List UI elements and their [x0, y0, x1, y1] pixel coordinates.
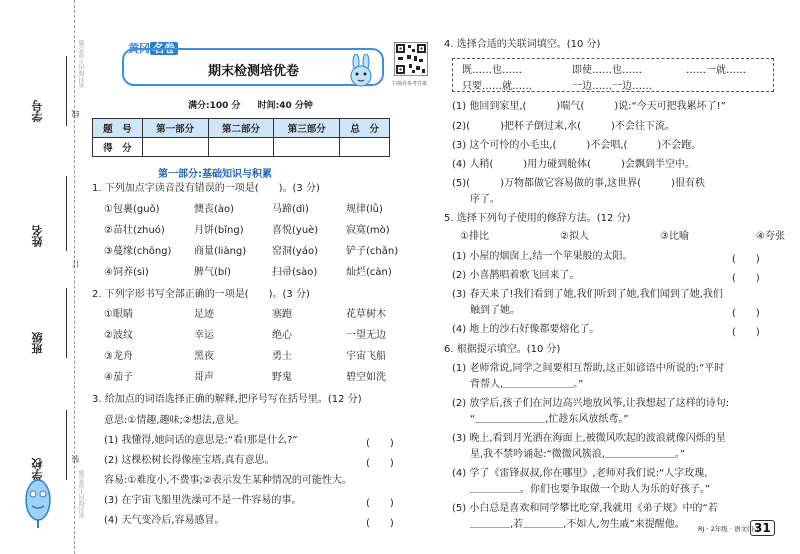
- q3-item: (3) 在宇宙飞船里洗澡可不是一件容易的事。: [104, 495, 302, 506]
- q3-item: (4) 天气变冷后,容易感冒。: [104, 515, 225, 526]
- q5-item: (4) 地上的沙石好像都要熔化了。: [452, 324, 600, 335]
- q1-opt: 灿烂(càn): [346, 267, 392, 278]
- q2-opt: ②波纹: [104, 330, 133, 341]
- answer-paren[interactable]: ( ): [366, 518, 394, 529]
- student-no-field[interactable]: [66, 56, 67, 126]
- section-title: 第一部分:基础知识与积累: [158, 169, 272, 180]
- q6-item[interactable]: “＿＿＿＿＿＿＿,忙趁东风放纸鸢。”: [470, 414, 629, 425]
- conj-option: 即使……也……: [572, 65, 642, 76]
- score-cell[interactable]: [142, 138, 208, 157]
- answer-paren[interactable]: ( ): [366, 498, 394, 509]
- q2-opt: 野鬼: [272, 372, 292, 383]
- rhetoric-option: ③比喻: [660, 231, 689, 242]
- q5-item: (3) 春天来了!我们看到了她,我们听到了她,我们闻到了她,我们: [452, 289, 723, 300]
- answer-paren[interactable]: ( ): [732, 254, 760, 265]
- conj-option: ……一就……: [686, 65, 746, 76]
- q1-opt: 扫帚(sào): [272, 267, 318, 278]
- binding-mark-line: 线: [71, 110, 80, 118]
- score-cell[interactable]: [208, 138, 274, 157]
- answer-paren[interactable]: ( ): [366, 458, 394, 469]
- q1-opt: 商量(liàng): [194, 246, 247, 257]
- conj-option: 只要……就……: [462, 81, 532, 92]
- binding-mark-ding: 订: [71, 260, 80, 268]
- conj-option: 既……也……: [462, 65, 522, 76]
- q6-item[interactable]: 星,我不禁吟诵起:“微微风簇浪,＿＿＿＿＿＿＿。”: [470, 449, 686, 460]
- q2-opt: 黑夜: [194, 351, 214, 362]
- q6-item[interactable]: ＿＿＿＿,若＿＿＿＿,不如人,勿生戚”来提醒他。: [470, 519, 685, 530]
- q4-item: (4) 人稍( )用力碰到舱体( )会飘到半空中。: [452, 159, 695, 170]
- school-field[interactable]: [66, 410, 67, 480]
- mascot-icon: [18, 470, 58, 530]
- rhetoric-option: ④夸张: [756, 231, 785, 242]
- q3-stem: 3. 给加点的词语选择正确的解释,把序号写在括号里。(12 分): [92, 394, 362, 405]
- q2-opt: 足迹: [194, 309, 214, 320]
- footer-label: RJ · 2年级 · 语文(下): [698, 525, 759, 533]
- q6-item: (3) 晚上,看到月光洒在海面上,被微风吹起的波浪就像闪烁的星: [452, 433, 726, 444]
- q1-opt: ③蔓缘(chōng): [104, 246, 172, 257]
- score-header: 第一部分: [142, 119, 208, 138]
- q3-item: (2) 这棵松树长得像座宝塔,真有意思。: [104, 455, 275, 466]
- conj-option: 一边……一边……: [572, 81, 652, 92]
- class-field[interactable]: [66, 288, 67, 358]
- rhetoric-option: ①排比: [460, 231, 489, 242]
- q2-opt: 绝心: [272, 330, 292, 341]
- q1-opt: ②苗壮(zhuó): [104, 225, 165, 236]
- q1-opt: 窑洞(yáo): [272, 246, 318, 257]
- binding-mark-zhuang: 装: [71, 455, 80, 463]
- q6-item[interactable]: 背帮人,＿＿＿＿＿＿＿。”: [470, 379, 584, 390]
- score-cell[interactable]: [274, 138, 340, 157]
- name-label: 姓名: [31, 225, 44, 247]
- q1-opt: 马蹄(dì): [272, 204, 309, 215]
- q5-stem: 5. 选择下列句子使用的修辞方法。(12 分): [444, 213, 631, 224]
- q2-opt: 碧空如洗: [346, 372, 386, 383]
- q6-stem: 6. 根据提示填空。(10 分): [444, 344, 561, 355]
- time-limit: 时间:40 分钟: [257, 101, 313, 111]
- seal-note-bottom: 密封线内不要答题: [79, 470, 86, 518]
- q2-opt: 幸运: [194, 330, 214, 341]
- q2-opt: 花草树木: [346, 309, 386, 320]
- q5-item: (1) 小屋的烟囱上,结一个苹果般的太阳。: [452, 251, 633, 262]
- brand-logo: 黄冈 名卷: [128, 40, 178, 56]
- q3-def: 容易:①难度小,不费事;②表示发生某种情况的可能性大。: [104, 475, 352, 486]
- score-header: 第二部分: [208, 119, 274, 138]
- class-label: 班级: [31, 332, 44, 354]
- seal-note: 密封线内不要答题: [79, 40, 86, 88]
- full-score: 满分:100 分: [188, 101, 241, 111]
- q4-stem: 4. 选择合适的关联词填空。(10 分): [444, 39, 601, 50]
- q4-item: (1) 他回到家里,( )喘气( )说:“今天可把我累坏了!”: [452, 101, 726, 112]
- score-row-label: 得 分: [93, 138, 143, 157]
- exam-meta: [188, 98, 327, 111]
- q6-item: (2) 放学后,孩子们在河边高兴地放风筝,让我想起了这样的诗句:: [452, 398, 730, 409]
- q1-opt: 月饼(bǐng): [194, 225, 244, 236]
- q4-item: (5)( )万物都做它容易做的事,这世界( )很有秩: [452, 178, 705, 189]
- name-field[interactable]: [66, 176, 67, 251]
- q2-opt: 哥声: [194, 372, 214, 383]
- qr-code-icon[interactable]: [394, 42, 428, 76]
- school-label: 学校: [31, 458, 44, 480]
- q1-opt: 懊丧(ào): [194, 204, 235, 215]
- q2-opt: 一望无边: [346, 330, 386, 341]
- q6-item: (5) 小白总是喜欢和同学攀比吃穿,我就用《弟子规》中的“若: [452, 503, 718, 514]
- answer-paren[interactable]: ( ): [732, 308, 760, 319]
- q2-opt: 塞跑: [272, 309, 292, 320]
- score-table: [92, 118, 390, 157]
- q2-opt: 宇宙飞船: [346, 351, 386, 362]
- q4-item: 序了。: [470, 194, 500, 205]
- q1-opt: ④饲养(sì): [104, 267, 149, 278]
- q5-item: 触到了她。: [470, 305, 520, 316]
- q2-opt: ④茄子: [104, 372, 133, 383]
- q1-opt: ①包裹(guǒ): [104, 204, 160, 215]
- answer-paren[interactable]: ( ): [732, 327, 760, 338]
- score-header: 总 分: [340, 119, 390, 138]
- q1-opt: 规律(lǜ): [346, 204, 383, 215]
- q2-opt: ③龙舟: [104, 351, 133, 362]
- q4-item: (2)( )把杯子倒过来,水( )不会往下流。: [452, 121, 675, 132]
- score-header: 题 号: [93, 119, 143, 138]
- q1-opt: 喜悦(yuè): [272, 225, 319, 236]
- page-title: 期末检测培优卷: [208, 64, 300, 79]
- answer-paren[interactable]: ( ): [366, 438, 394, 449]
- q6-item[interactable]: ＿＿＿＿＿。你们也要争取做一个助人为乐的好孩子。”: [470, 484, 711, 495]
- q2-opt: 勇士: [272, 351, 292, 362]
- q3-def: 意思:①情趣,趣味;②想法,意见。: [104, 415, 246, 426]
- rhetoric-option: ②拟人: [560, 231, 589, 242]
- binding-dashed-line: [74, 0, 75, 554]
- q2-stem: 2. 下列字形书写全部正确的一项是( )。(3 分): [92, 289, 310, 300]
- q1-opt: 脾气(bí): [194, 267, 231, 278]
- q2-opt: ①眼睛: [104, 309, 133, 320]
- q6-item: (4) 学了《雷锋叔叔,你在哪里》,老师对我们说:“人字玫瑰,: [452, 468, 708, 479]
- score-header: 第三部分: [274, 119, 340, 138]
- q6-item: (1) 老师常说,同学之间要相互帮助,这正如谚语中所说的:“平时: [452, 363, 725, 374]
- score-cell[interactable]: [340, 138, 390, 157]
- q3-item: (1) 我懂得,她问话的意思是:“看!那是什么?”: [104, 435, 298, 446]
- q1-stem: 1. 下列加点字读音没有错误的一项是( )。(3 分): [92, 183, 320, 194]
- answer-paren[interactable]: ( ): [732, 273, 760, 284]
- page-number: 31: [750, 520, 775, 536]
- q4-item: (3) 这个可怜的小毛虫,( )不会唱,( )不会跑。: [452, 140, 702, 151]
- q5-item: (2) 小喜鹊唱着歌飞回来了。: [452, 270, 580, 281]
- q1-opt: 铲子(chǎn): [346, 246, 399, 257]
- qr-label: 扫描看参考答案: [392, 81, 428, 87]
- student-no-label: 学号: [31, 100, 44, 122]
- q1-opt: 寂寞(mò): [346, 225, 390, 236]
- bunny-icon: [344, 54, 380, 88]
